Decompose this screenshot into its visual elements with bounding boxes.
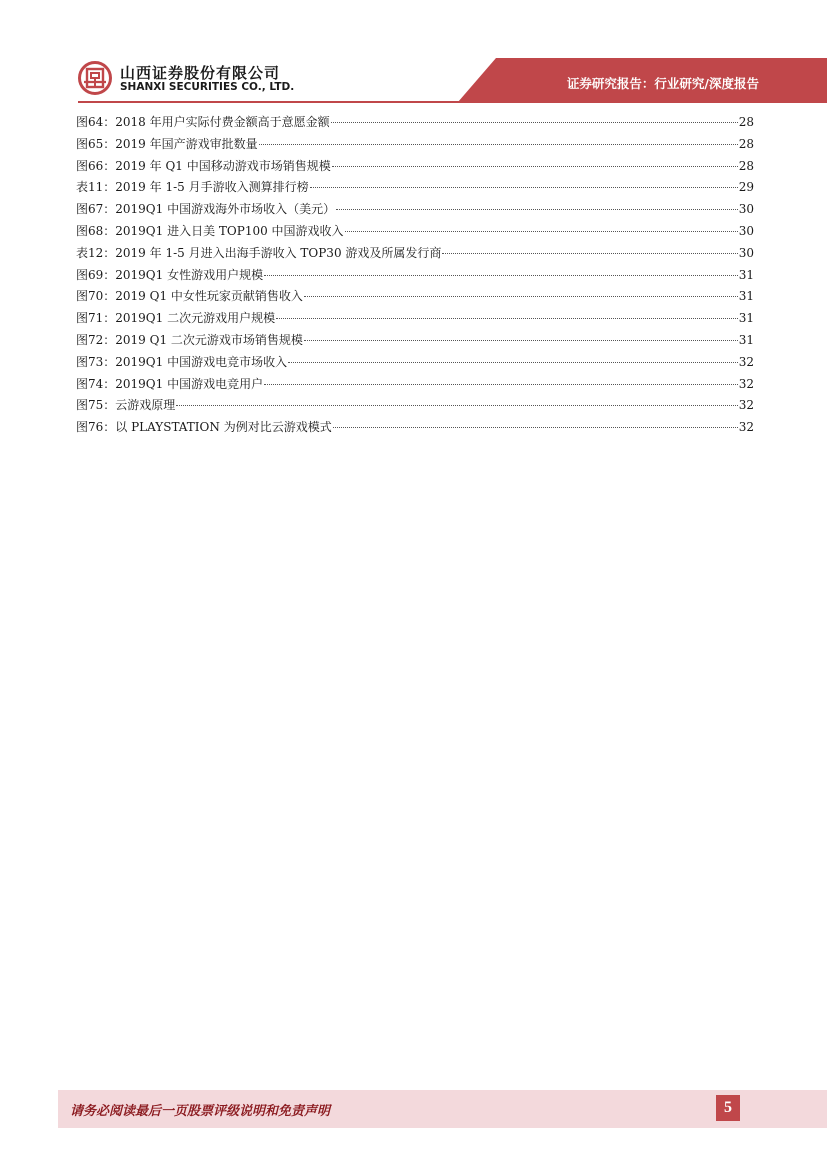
toc-entry-page: 29	[738, 180, 754, 195]
toc-entry-label: 图67：2019Q1 中国游戏海外市场收入（美元）	[76, 202, 336, 217]
toc-entry[interactable]	[76, 265, 754, 287]
toc-leader-dots	[304, 295, 738, 297]
toc-entry-label: 图72：2019 Q1 二次元游戏市场销售规模	[76, 332, 303, 347]
toc-entry-page: 32	[738, 376, 754, 391]
toc-entry-page: 31	[738, 267, 754, 282]
header-divider	[78, 101, 827, 103]
toc-leader-dots	[288, 361, 738, 363]
toc-entry-label: 图68：2019Q1 进入日美 TOP100 中国游戏收入	[76, 223, 344, 238]
shanxi-securities-logo-icon	[78, 61, 112, 95]
toc-entry[interactable]	[76, 199, 754, 221]
toc-leader-dots	[310, 186, 738, 188]
toc-entry-label: 图64：2018 年用户实际付费金额高于意愿金额	[76, 115, 330, 129]
toc-entry[interactable]	[76, 374, 754, 396]
toc-entry-label: 图69：2019Q1 女性游戏用户规模	[76, 267, 264, 282]
toc-entry-label: 图75：云游戏原理	[76, 398, 176, 413]
toc-entry[interactable]	[76, 395, 754, 417]
toc-leader-dots	[332, 165, 738, 167]
toc-entry-label: 表11：2019 年 1-5 月手游收入测算排行榜	[76, 180, 309, 195]
toc-leader-dots	[304, 339, 738, 341]
toc-entry[interactable]	[76, 112, 754, 134]
toc-leader-dots	[336, 208, 738, 210]
toc-leader-dots	[264, 383, 738, 385]
toc-leader-dots	[276, 317, 738, 319]
toc-entry[interactable]	[76, 308, 754, 330]
toc-entry-label: 图65：2019 年国产游戏审批数量	[76, 136, 258, 151]
toc-entry-label: 表12：2019 年 1-5 月进入出海手游收入 TOP30 游戏及所属发行商	[76, 245, 442, 260]
toc-entry-page: 28	[738, 115, 754, 129]
toc-entry-page: 31	[738, 289, 754, 304]
report-type-label: 证券研究报告：行业研究/深度报告	[566, 76, 759, 91]
toc-entry[interactable]	[76, 352, 754, 374]
toc-leader-dots	[345, 230, 738, 232]
toc-entry-page: 31	[738, 311, 754, 326]
toc-entry-page: 32	[738, 420, 754, 435]
toc-entry-page: 31	[738, 332, 754, 347]
toc-leader-dots	[331, 121, 738, 123]
toc-entry-label: 图71：2019Q1 二次元游戏用户规模	[76, 311, 276, 326]
toc-entry-label: 图73：2019Q1 中国游戏电竞市场收入	[76, 354, 288, 369]
toc-leader-dots	[259, 143, 738, 145]
toc-entry[interactable]	[76, 417, 754, 439]
toc-entry-label: 图70：2019 Q1 中女性玩家贡献销售收入	[76, 289, 303, 304]
toc-leader-dots	[176, 404, 737, 406]
toc-entry[interactable]	[76, 134, 754, 156]
toc-entry-page: 28	[738, 158, 754, 173]
page-number: 5	[716, 1095, 740, 1121]
toc-leader-dots	[264, 274, 738, 276]
toc-entry[interactable]	[76, 330, 754, 352]
toc-entry-label: 图76：以 PLAYSTATION 为例对比云游戏模式	[76, 420, 332, 435]
company-name-cn: 山西证券股份有限公司	[120, 64, 281, 82]
toc-entry-page: 30	[738, 245, 754, 260]
company-name-en: SHANXI SECURITIES CO., LTD.	[120, 81, 295, 93]
toc-entry-page: 30	[738, 202, 754, 217]
toc-entry[interactable]	[76, 177, 754, 199]
toc-entry-page: 30	[738, 223, 754, 238]
toc-entry-label: 图66：2019 年 Q1 中国移动游戏市场销售规模	[76, 158, 331, 173]
disclaimer-notice: 请务必阅读最后一页股票评级说明和免责声明	[70, 1104, 331, 1119]
toc-entry-page: 32	[738, 354, 754, 369]
toc-entry[interactable]	[76, 243, 754, 265]
toc-entry-page: 28	[738, 136, 754, 151]
toc-entry-page: 32	[738, 398, 754, 413]
toc-entry[interactable]	[76, 286, 754, 308]
toc-leader-dots	[442, 252, 737, 254]
toc-leader-dots	[333, 426, 738, 428]
toc-entry-label: 图74：2019Q1 中国游戏电竞用户	[76, 376, 264, 391]
toc-entry[interactable]	[76, 156, 754, 178]
table-of-contents	[76, 112, 754, 439]
toc-entry[interactable]	[76, 221, 754, 243]
